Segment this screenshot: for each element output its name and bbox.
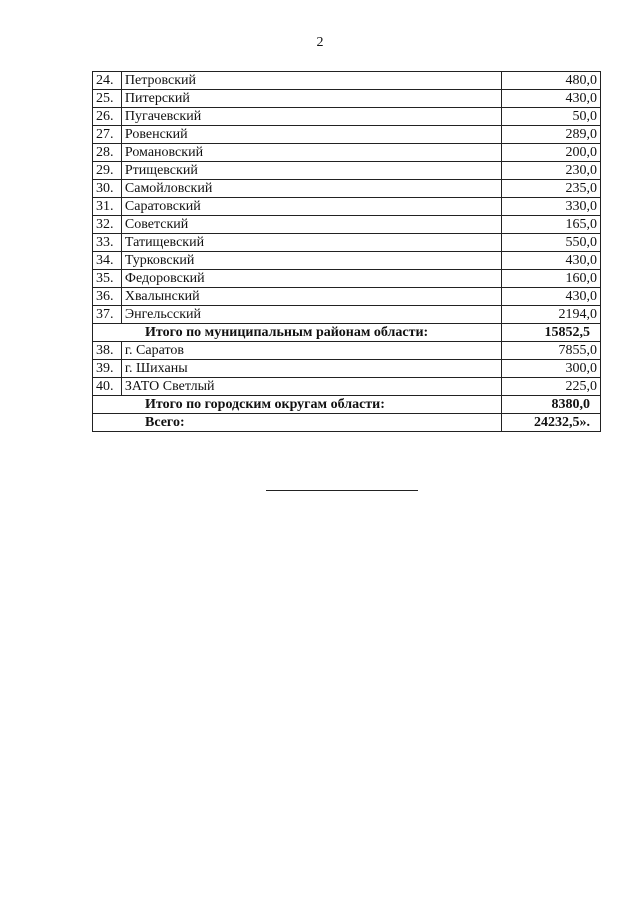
district-name: Федоровский bbox=[121, 270, 501, 288]
row-number: 36. bbox=[93, 288, 122, 306]
amount-value: 165,0 bbox=[501, 216, 600, 234]
page-number: 2 bbox=[316, 35, 324, 50]
amount-value: 289,0 bbox=[501, 126, 600, 144]
table-row bbox=[93, 342, 601, 360]
table-row bbox=[93, 216, 601, 234]
row-number: 26. bbox=[93, 108, 122, 126]
row-number: 38. bbox=[93, 342, 122, 360]
table-row bbox=[93, 234, 601, 252]
table-row bbox=[93, 252, 601, 270]
district-name: Энгельсский bbox=[121, 306, 501, 324]
row-number: 27. bbox=[93, 126, 122, 144]
amount-value: 160,0 bbox=[501, 270, 600, 288]
district-name: Пугачевский bbox=[121, 108, 501, 126]
total-all-row bbox=[93, 414, 601, 432]
table-row bbox=[93, 72, 601, 90]
district-name: Татищевский bbox=[121, 234, 501, 252]
district-name: Петровский bbox=[121, 72, 501, 90]
row-number: 34. bbox=[93, 252, 122, 270]
amount-value: 550,0 bbox=[501, 234, 600, 252]
total-city-row bbox=[93, 396, 601, 414]
district-name: Хвалынский bbox=[121, 288, 501, 306]
district-name: Романовский bbox=[121, 144, 501, 162]
row-number: 30. bbox=[93, 180, 122, 198]
amount-value: 7855,0 bbox=[501, 342, 600, 360]
amount-value: 430,0 bbox=[501, 90, 600, 108]
allocation-table bbox=[92, 71, 601, 432]
district-name: Ртищевский bbox=[121, 162, 501, 180]
row-number: 35. bbox=[93, 270, 122, 288]
district-name: Саратовский bbox=[121, 198, 501, 216]
amount-value: 480,0 bbox=[501, 72, 600, 90]
table-row bbox=[93, 162, 601, 180]
row-number: 31. bbox=[93, 198, 122, 216]
district-name: Самойловский bbox=[121, 180, 501, 198]
table-row bbox=[93, 108, 601, 126]
table-row bbox=[93, 144, 601, 162]
table-row bbox=[93, 378, 601, 396]
amount-value: 230,0 bbox=[501, 162, 600, 180]
table-row bbox=[93, 126, 601, 144]
district-name: Советский bbox=[121, 216, 501, 234]
row-number: 28. bbox=[93, 144, 122, 162]
total-municipal-row bbox=[93, 324, 601, 342]
total-label: Всего: bbox=[93, 414, 502, 432]
closing-divider-line bbox=[266, 490, 418, 491]
table-row bbox=[93, 360, 601, 378]
amount-value: 300,0 bbox=[501, 360, 600, 378]
total-value: 24232,5». bbox=[501, 414, 600, 432]
table-row bbox=[93, 90, 601, 108]
district-name: Питерский bbox=[121, 90, 501, 108]
row-number: 40. bbox=[93, 378, 122, 396]
total-label: Итого по городским округам области: bbox=[93, 396, 502, 414]
amount-value: 200,0 bbox=[501, 144, 600, 162]
table-row bbox=[93, 198, 601, 216]
row-number: 25. bbox=[93, 90, 122, 108]
row-number: 33. bbox=[93, 234, 122, 252]
district-name: ЗАТО Светлый bbox=[121, 378, 501, 396]
row-number: 29. bbox=[93, 162, 122, 180]
total-value: 15852,5 bbox=[501, 324, 600, 342]
amount-value: 50,0 bbox=[501, 108, 600, 126]
amount-value: 430,0 bbox=[501, 252, 600, 270]
amount-value: 235,0 bbox=[501, 180, 600, 198]
allocation-table-body bbox=[93, 72, 601, 432]
district-name: Турковский bbox=[121, 252, 501, 270]
table-row bbox=[93, 270, 601, 288]
row-number: 24. bbox=[93, 72, 122, 90]
amount-value: 330,0 bbox=[501, 198, 600, 216]
table-row bbox=[93, 306, 601, 324]
amount-value: 430,0 bbox=[501, 288, 600, 306]
amount-value: 2194,0 bbox=[501, 306, 600, 324]
district-name: г. Саратов bbox=[121, 342, 501, 360]
district-name: Ровенский bbox=[121, 126, 501, 144]
total-label: Итого по муниципальным районам области: bbox=[93, 324, 502, 342]
table-row bbox=[93, 288, 601, 306]
amount-value: 225,0 bbox=[501, 378, 600, 396]
row-number: 32. bbox=[93, 216, 122, 234]
district-name: г. Шиханы bbox=[121, 360, 501, 378]
row-number: 37. bbox=[93, 306, 122, 324]
table-row bbox=[93, 180, 601, 198]
row-number: 39. bbox=[93, 360, 122, 378]
total-value: 8380,0 bbox=[501, 396, 600, 414]
